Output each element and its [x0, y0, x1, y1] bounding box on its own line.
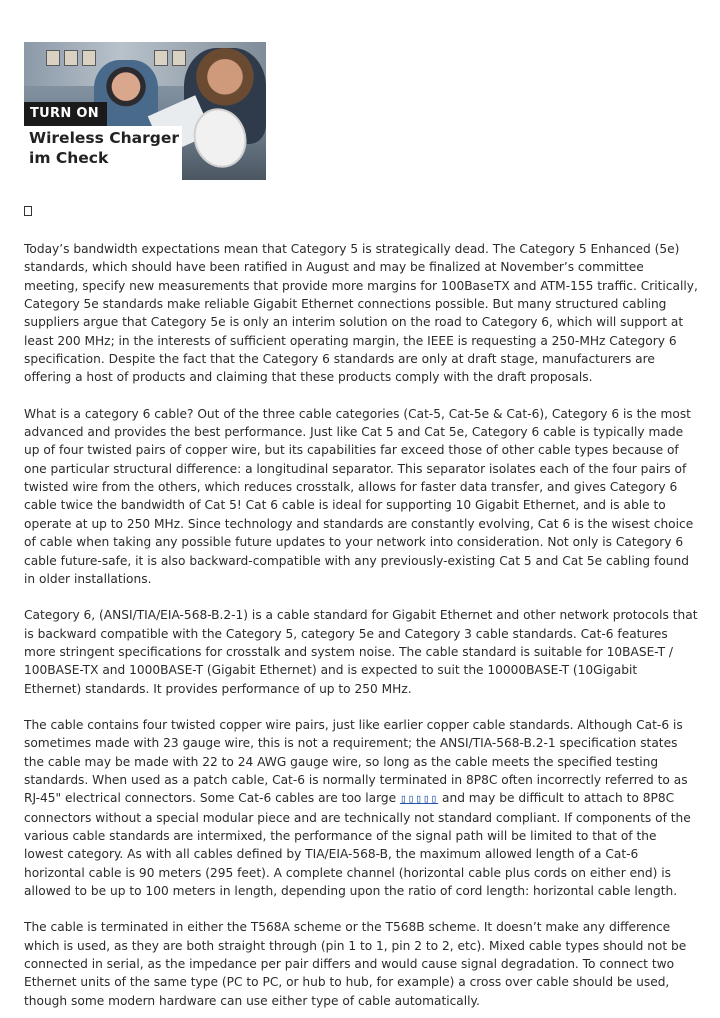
- article-paragraph-5: The cable is terminated in either the T568A scheme or the T568B scheme. It doesn’t make any difference which is used, as they are both straight through (pin 1 to 1, pin 2 to 2, etc). Mixed cable types should not be connected in serial, as the impedance per pair differs and would cause signal degradation. To connect two Ethernet units of the same type (PC to PC, or hub to hub, for example) a cross over cable should be used, though some modern hardware can use either type of cable automatically.: [24, 920, 687, 1008]
- article-paragraph-1: Today’s bandwidth expectations mean that Category 5 is strategically dead. The Category 5 Enhanced (5e) standards, which should have been ratified in August and may be finalized at November’s committee meeting, specify new measurements that provide more margins for 100BaseTX and ATM-155 traffic. Critically, Category 5e standards make reliable Gigabit Ethernet connections possible. But many structured cabling suppliers argue that Category 5e is only an interim solution on the road to Category 6, which will support at least 200 MHz; in the interests of sufficient operating margin, the IEEE is requesting a 250-MHz Category 6 specification. Despite the fact that the Category 6 standards are only at draft stage, manufacturers are offering a host of products and claiming that these products comply with the draft proposals.: [24, 242, 698, 385]
- paragraph-text: and may be difficult to attach to 8P8C connectors without a special modular piece and are technically not standard compliant. If components of the various cable standards are intermixed, the performance of the signal path will be limited to that of the lowest category. As with all cables defined by TIA/EIA-568-B, the maximum allowed length of a Cat-6 horizontal cable is 90 meters (295 feet). A complete channel (horizontal cable plus cords on either end) is allowed to be up to 100 meters in length, depending upon the ratio of cord length: horizontal cable length.: [24, 791, 691, 898]
- ad-tag: TURN ON: [24, 102, 107, 126]
- article-paragraph-3: Category 6, (ANSI/TIA/EIA-568-B.2-1) is a cable standard for Gigabit Ethernet and other network protocols that is backward compatible with the Category 5, category 5e and Category 3 cable standards. Cat-6 features more stringent specifications for crosstalk and system noise. The cable standard is suitable for 10BASE-T / 100BASE-TX and 1000BASE-T (Gigabit Ethernet) and is expected to suit the 10000BASE-T (10Gigabit Ethernet) standards. It provides performance of up to 250 MHz.: [24, 608, 698, 696]
- inline-link[interactable]: ▯▯▯▯▯: [400, 792, 439, 806]
- ad-title-line-2: im Check: [29, 149, 109, 167]
- ad-title-line-1: Wireless Charger: [29, 129, 180, 147]
- ad-banner[interactable]: [24, 42, 266, 180]
- article-page: [24, 42, 698, 1010]
- ad-title: [29, 128, 209, 168]
- article-paragraph-4: [24, 716, 698, 900]
- missing-glyph-icon: [24, 206, 32, 216]
- paragraph-text: The cable contains four twisted copper wire pairs, just like earlier copper cable standards. Although Cat-6 is sometimes made with 23 gauge wire, this is not a requirement; the ANSI/TIA-568-B.2-1 specification states the cable may be made with 22 to 24 AWG gauge wire, so long as the cable meets the specified testing standards. When used as a patch cable, Cat-6 is normally terminated in 8P8C often incorrectly referred to as RJ-45" electrical connectors. Some Cat-6 cables are too large: [24, 717, 688, 806]
- article-paragraph-2: What is a category 6 cable? Out of the three cable categories (Cat-5, Cat-5e & Cat-6), Category 6 is the most advanced and provides the best performance. Just like Cat 5 and Cat 5e, Category 6 cable is typically made up of four twisted pairs of copper wire, but its capabilities far exceed those of other cable types because of one particular structural difference: a longitudinal separator. This separator isolates each of the four pairs of twisted wire from the others, which reduces crosstalk, allows for faster data transfer, and gives Category 6 cable twice the bandwidth of Cat 5! Cat 6 cable is ideal for supporting 10 Gigabit Ethernet, and is able to operate at up to 250 MHz. Since technology and standards are constantly evolving, Cat 6 is the wisest choice of cable when taking any possible future updates to your network into consideration. Not only is Category 6 cable future-safe, it is also backward-compatible with any previously-existing Cat 5 and Cat 5e cabling found in older installations.: [24, 406, 694, 586]
